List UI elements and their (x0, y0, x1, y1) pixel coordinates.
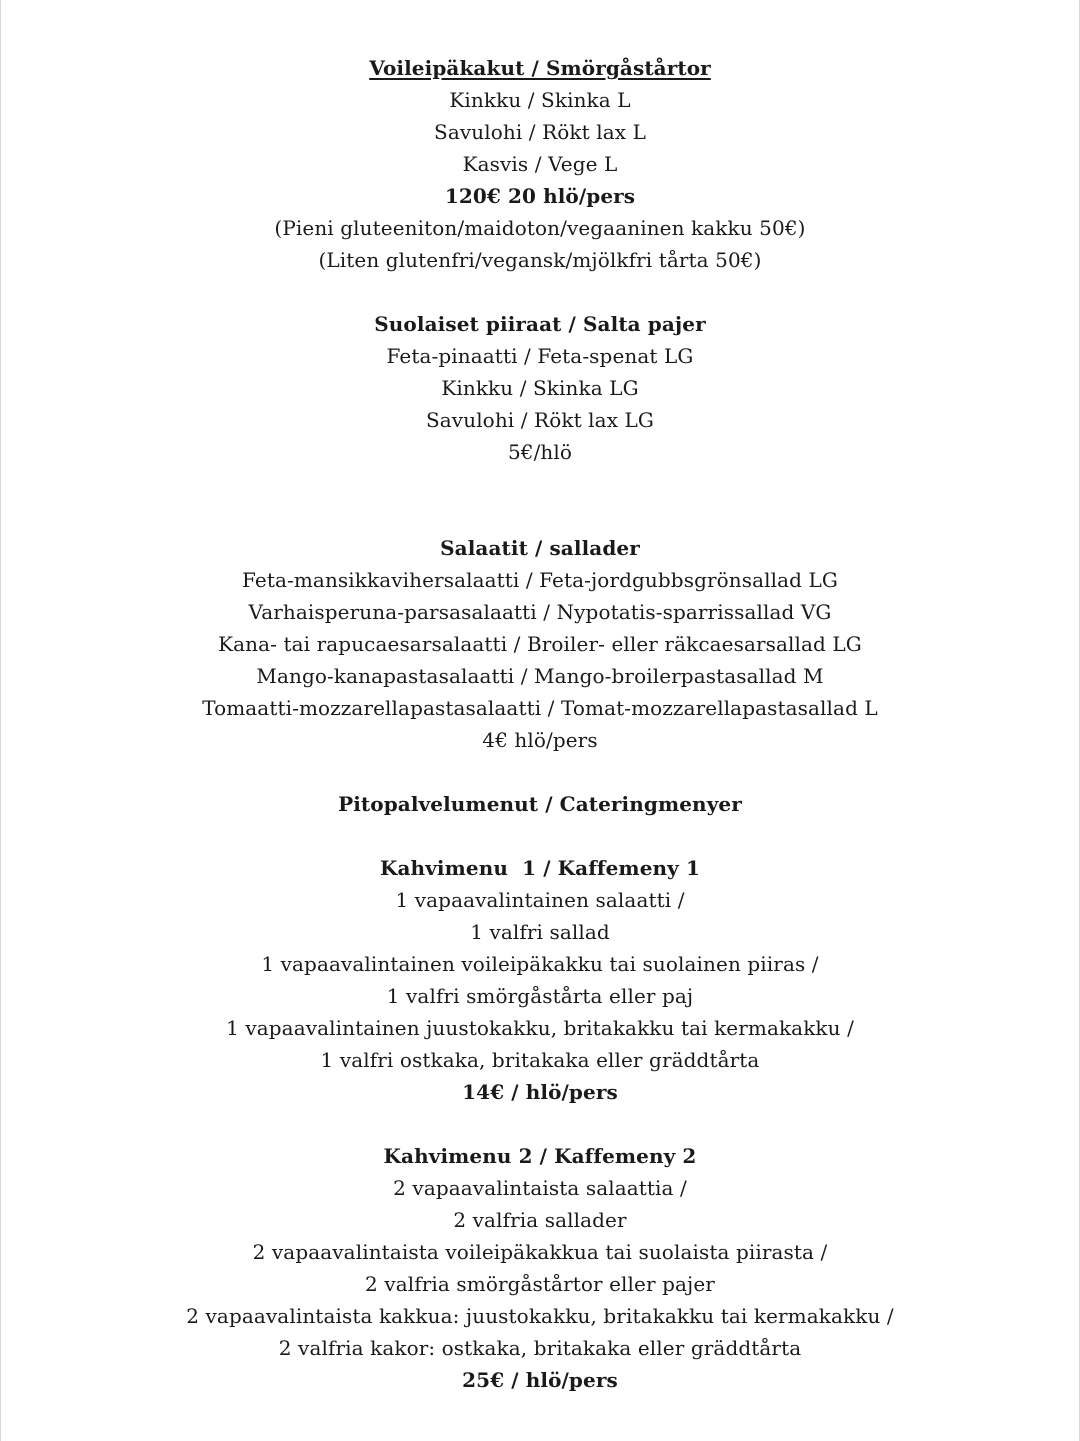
section-coffee-menu-1 (0, 852, 1080, 1108)
spacer (0, 468, 1080, 532)
menu-item: Feta-mansikkavihersalaatti / Feta-jordgubbsgrönsallad LG (242, 568, 838, 592)
menu-item: Varhaisperuna-parsasalaatti / Nypotatis-sparrissallad VG (248, 600, 832, 624)
spacer (0, 820, 1080, 852)
menu-item: Mango-kanapastasalaatti / Mango-broilerpastasallad M (256, 664, 824, 688)
menu-line: 2 valfria smörgåstårtor eller pajer (365, 1272, 715, 1296)
section-title: Kahvimenu 1 / Kaffemeny 1 (380, 856, 700, 880)
menu-line: 2 valfria kakor: ostkaka, britakaka eller gräddtårta (278, 1336, 802, 1360)
section-savory-pies (0, 308, 1080, 468)
menu-item: Kinkku / Skinka L (449, 88, 631, 112)
note-swedish: (Liten glutenfri/vegansk/mjölkfri tårta 50€) (318, 248, 762, 272)
section-title: Kahvimenu 2 / Kaffemeny 2 (383, 1144, 697, 1168)
menu-item: Savulohi / Rökt lax LG (425, 408, 654, 432)
price: 25€ / hlö/pers (462, 1368, 618, 1392)
section-sandwich-cakes (0, 52, 1080, 276)
menu-line: 1 valfri sallad (470, 920, 610, 944)
menu-item: Kinkku / Skinka LG (441, 376, 639, 400)
menu-line: 2 valfria sallader (453, 1208, 627, 1232)
menu-item: Savulohi / Rökt lax L (434, 120, 646, 144)
spacer (0, 1108, 1080, 1140)
menu-content (0, 52, 1080, 1396)
menu-item: Feta-pinaatti / Feta-spenat LG (386, 344, 694, 368)
menu-line: 1 vapaavalintainen juustokakku, britakakku tai kermakakku / (226, 1016, 854, 1040)
section-coffee-menu-2 (0, 1140, 1080, 1396)
menu-line: 1 vapaavalintainen salaatti / (395, 888, 685, 912)
price: 5€/hlö (507, 440, 573, 464)
note-finnish: (Pieni gluteeniton/maidoton/vegaaninen kakku 50€) (274, 216, 806, 240)
menu-item: Kasvis / Vege L (462, 152, 618, 176)
menu-item: Tomaatti-mozzarellapastasalaatti / Tomat-mozzarellapastasallad L (202, 696, 878, 720)
menu-line: 2 vapaavalintaista kakkua: juustokakku, britakakku tai kermakakku / (186, 1304, 894, 1328)
price: 14€ / hlö/pers (462, 1080, 618, 1104)
catering-title: Pitopalvelumenut / Cateringmenyer (338, 792, 742, 816)
section-title: Salaatit / sallader (440, 536, 640, 560)
menu-line: 2 vapaavalintaista voileipäkakkua tai suolaista piirasta / (252, 1240, 828, 1264)
menu-line: 1 vapaavalintainen voileipäkakku tai suolainen piiras / (261, 952, 819, 976)
menu-line: 2 vapaavalintaista salaattia / (393, 1176, 687, 1200)
price: 120€ 20 hlö/pers (444, 184, 636, 208)
section-salads (0, 532, 1080, 756)
price: 4€ hlö/pers (482, 728, 598, 752)
menu-line: 1 valfri smörgåstårta eller paj (386, 984, 694, 1008)
spacer (0, 276, 1080, 308)
spacer (0, 756, 1080, 788)
section-title: Suolaiset piiraat / Salta pajer (374, 312, 706, 336)
menu-item: Kana- tai rapucaesarsalaatti / Broiler- eller räkcaesarsallad LG (218, 632, 862, 656)
menu-line: 1 valfri ostkaka, britakaka eller gräddtårta (320, 1048, 760, 1072)
section-title: Voileipäkakut / Smörgåstårtor (369, 56, 711, 80)
